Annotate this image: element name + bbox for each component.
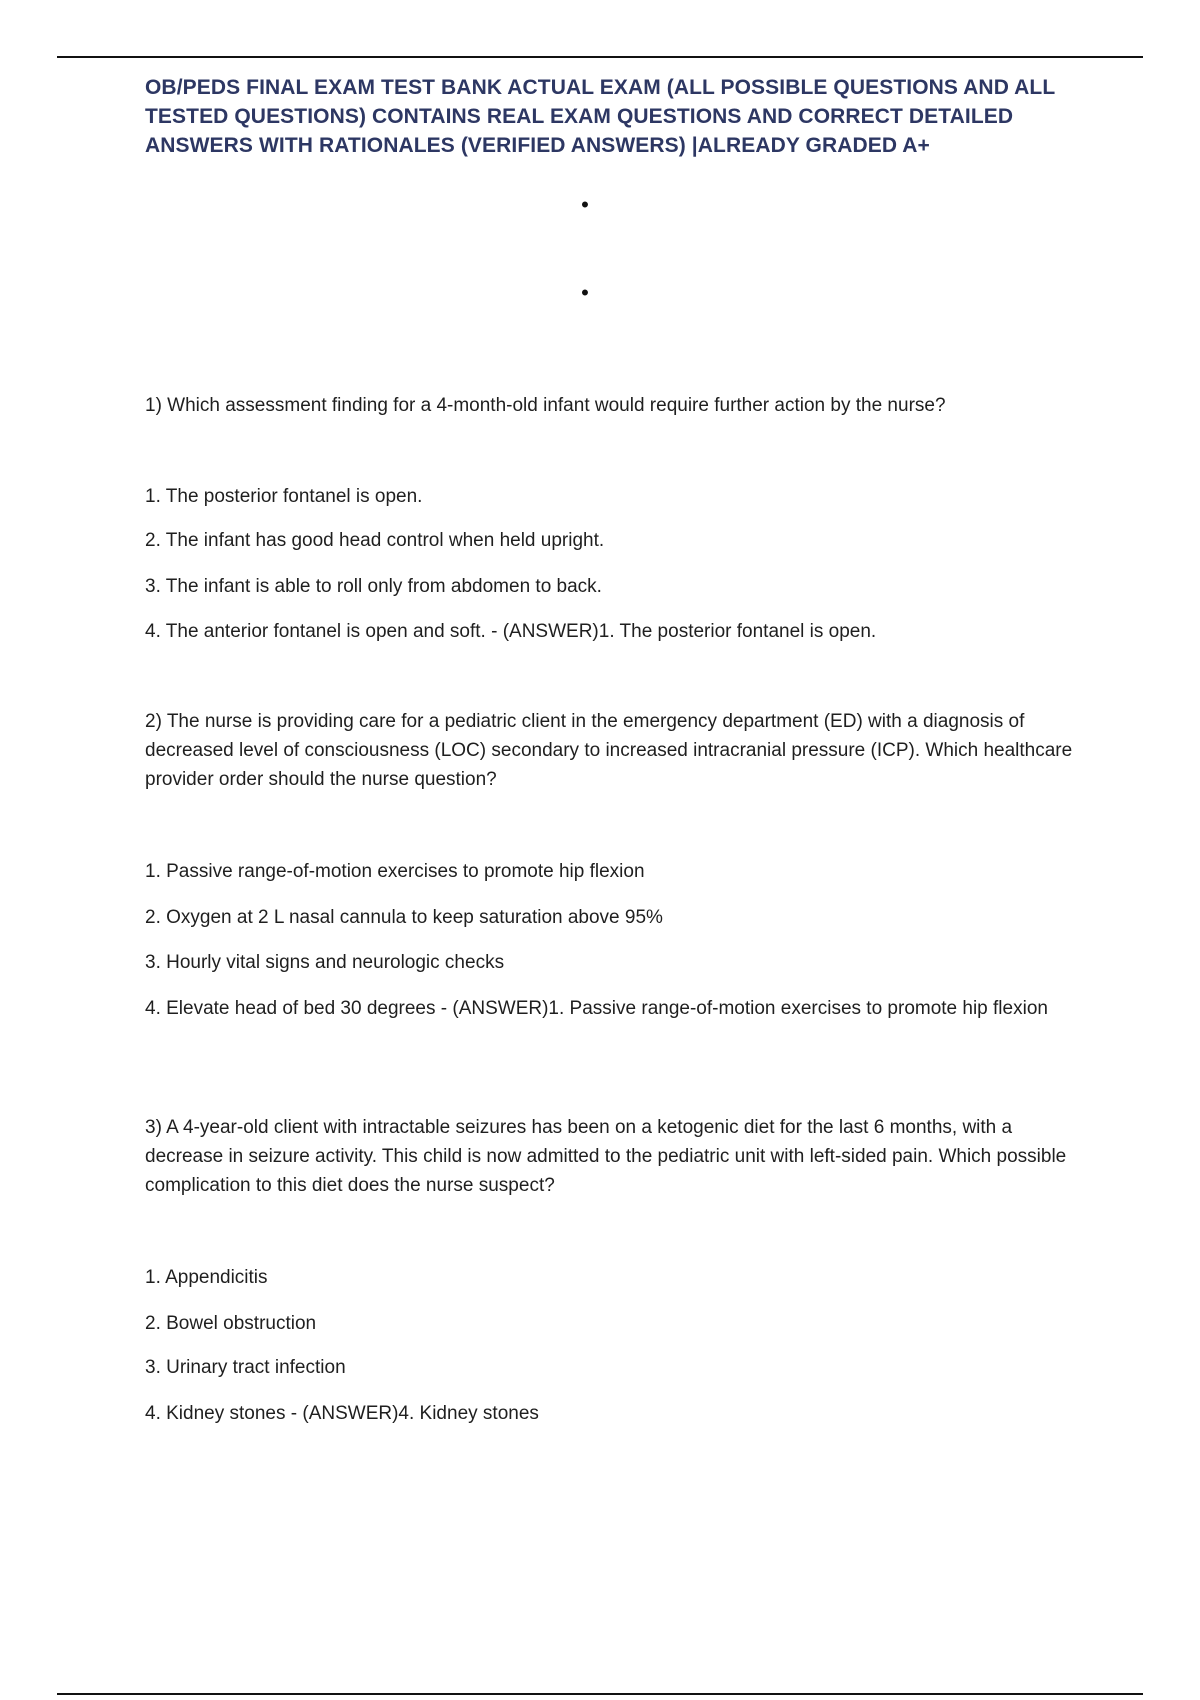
question-1-stem: 1) Which assessment finding for a 4-month-old infant would require further action by the nurse? (145, 395, 946, 416)
question-2-option-4-answer: 4. Elevate head of bed 30 degrees - (ANSWER)1. Passive range-of-motion exercises to promote hip flexion (145, 998, 1048, 1019)
question-3-stem: 3) A 4-year-old client with intractable seizures has been on a ketogenic diet for the last 6 months, with a decrease in seizure activity. This child is now admitted to the pediatric unit with left-sided pain. Which possible complication to this diet does the nurse suspect? (145, 1117, 1067, 1196)
question-3-option-2: 2. Bowel obstruction (145, 1313, 317, 1334)
question-1-option-4-answer: 4. The anterior fontanel is open and soft. - (ANSWER)1. The posterior fontanel is open. (145, 621, 877, 642)
question-1-option-2: 2. The infant has good head control when held upright. (145, 530, 605, 551)
question-2-stem: 2) The nurse is providing care for a pediatric client in the emergency department (ED) with a diagnosis of decreased level of consciousness (LOC) secondary to increased intracranial pressure (ICP). Which healthcare provider order should the nurse question? (145, 711, 1073, 790)
question-2-option-2: 2. Oxygen at 2 L nasal cannula to keep saturation above 95% (145, 907, 663, 928)
top-rule (57, 56, 1143, 58)
question-1-option-1: 1. The posterior fontanel is open. (145, 486, 423, 507)
question-3-option-4-answer: 4. Kidney stones - (ANSWER)4. Kidney stones (145, 1403, 539, 1424)
question-2-option-1: 1. Passive range-of-motion exercises to promote hip flexion (145, 861, 645, 882)
bullet-marker: • (581, 192, 589, 217)
bullet-marker: • (581, 280, 589, 305)
question-2-option-3: 3. Hourly vital signs and neurologic checks (145, 952, 505, 973)
document-title: OB/PEDS FINAL EXAM TEST BANK ACTUAL EXAM (ALL POSSIBLE QUESTIONS AND ALL TESTED QUESTIONS) CONTAINS REAL EXAM QUESTIONS AND CORRECT DETAILED ANSWERS WITH RATIONALES (VERIFIED ANSWERS) |ALREADY GRADED A+ (145, 76, 1055, 157)
question-1-option-3: 3. The infant is able to roll only from abdomen to back. (145, 576, 602, 597)
question-3-option-1: 1. Appendicitis (145, 1267, 268, 1288)
question-3-option-3: 3. Urinary tract infection (145, 1357, 346, 1378)
bottom-rule (57, 1693, 1143, 1695)
